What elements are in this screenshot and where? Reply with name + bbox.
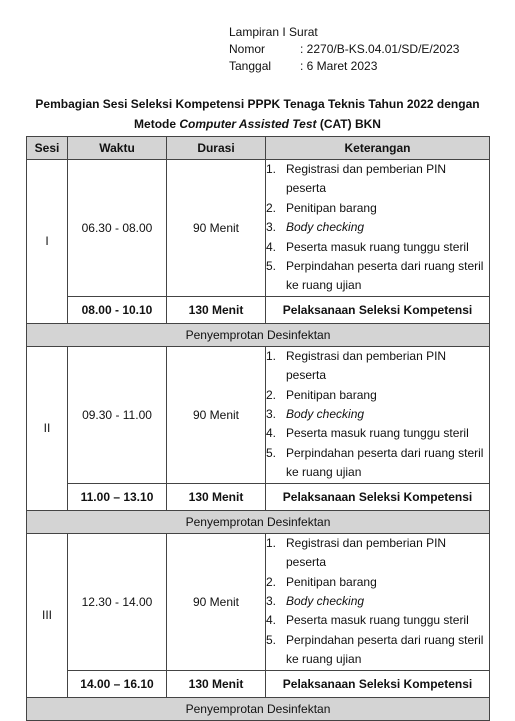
session-duration: 90 Menit (167, 160, 266, 297)
step-text: Registrasi dan pemberian PIN peserta (286, 162, 447, 196)
execution-time: 14.00 – 16.10 (68, 670, 167, 697)
page-title (0, 94, 515, 134)
execution-row (27, 670, 490, 697)
table-header-row (27, 137, 490, 160)
execution-duration: 130 Menit (167, 670, 266, 697)
session-number: II (27, 346, 68, 510)
disinfection-row (27, 323, 490, 346)
list-item (266, 592, 489, 611)
step-number: 4. (266, 239, 277, 254)
step-number: 3. (266, 593, 277, 608)
steps-list (266, 534, 489, 670)
step-text: Body checking (286, 593, 365, 608)
step-text: Perpindahan peserta dari ruang steril ke ruang ujian (286, 259, 484, 293)
step-number: 5. (266, 445, 277, 460)
step-number: 5. (266, 259, 277, 274)
step-text: Penitipan barang (286, 387, 377, 402)
session-notes (266, 533, 490, 670)
session-notes (266, 346, 490, 483)
number-line (229, 41, 459, 58)
session-time: 12.30 - 14.00 (68, 533, 167, 670)
disinfection-label: Penyemprotan Desinfektan (27, 697, 490, 720)
attachment-label: Lampiran I Surat (229, 25, 318, 39)
disinfection-label: Penyemprotan Desinfektan (27, 323, 490, 346)
step-number: 4. (266, 426, 277, 441)
attachment-line (229, 24, 459, 41)
step-text: Penitipan barang (286, 200, 377, 215)
header-durasi: Durasi (167, 137, 266, 160)
list-item (266, 238, 489, 257)
step-number: 2. (266, 387, 277, 402)
header-sesi: Sesi (27, 137, 68, 160)
header-waktu: Waktu (68, 137, 167, 160)
steps-list (266, 160, 489, 296)
execution-row (27, 296, 490, 323)
list-item (266, 257, 489, 296)
title-line-2-italic: Computer Assisted Test (179, 117, 317, 131)
step-number: 5. (266, 632, 277, 647)
title-line-2 (0, 114, 515, 134)
step-number: 1. (266, 535, 277, 550)
number-value: : 2270/B-KS.04.01/SD/E/2023 (300, 42, 460, 56)
execution-notes: Pelaksanaan Seleksi Kompetensi (266, 296, 490, 323)
step-text: Peserta masuk ruang tunggu steril (286, 426, 469, 441)
disinfection-row (27, 510, 490, 533)
execution-notes: Pelaksanaan Seleksi Kompetensi (266, 670, 490, 697)
step-number: 3. (266, 220, 277, 235)
list-item (266, 218, 489, 237)
disinfection-label: Penyemprotan Desinfektan (27, 510, 490, 533)
execution-duration: 130 Menit (167, 483, 266, 510)
title-line-2-post: (CAT) BKN (316, 117, 381, 131)
step-text: Perpindahan peserta dari ruang steril ke ruang ujian (286, 445, 484, 480)
list-item (266, 199, 489, 218)
schedule-table (26, 136, 490, 721)
list-item (266, 347, 489, 386)
step-number: 2. (266, 200, 277, 215)
list-item (266, 160, 489, 199)
session-row (27, 160, 490, 297)
date-line (229, 58, 459, 75)
execution-row (27, 483, 490, 510)
list-item (266, 386, 489, 405)
date-value: : 6 Maret 2023 (300, 59, 378, 73)
date-label: Tanggal (229, 59, 272, 73)
title-line-2-pre: Metode (134, 117, 180, 131)
list-item (266, 534, 489, 573)
letter-metadata (229, 24, 459, 75)
step-number: 4. (266, 613, 277, 628)
step-text: Body checking (286, 220, 365, 235)
step-number: 3. (266, 407, 277, 422)
list-item (266, 631, 489, 670)
session-notes (266, 160, 490, 297)
session-duration: 90 Menit (167, 533, 266, 670)
session-row (27, 346, 490, 483)
session-row (27, 533, 490, 670)
step-text: Peserta masuk ruang tunggu steril (286, 613, 469, 628)
step-text: Registrasi dan pemberian PIN peserta (286, 348, 447, 383)
session-time: 09.30 - 11.00 (68, 346, 167, 483)
step-number: 2. (266, 574, 277, 589)
list-item (266, 573, 489, 592)
list-item (266, 611, 489, 630)
step-text: Peserta masuk ruang tunggu steril (286, 239, 469, 254)
execution-time: 11.00 – 13.10 (68, 483, 167, 510)
header-keterangan: Keterangan (266, 137, 490, 160)
execution-time: 08.00 - 10.10 (68, 296, 167, 323)
session-time: 06.30 - 08.00 (68, 160, 167, 297)
step-number: 1. (266, 348, 277, 363)
step-text: Registrasi dan pemberian PIN peserta (286, 535, 447, 570)
disinfection-row (27, 697, 490, 720)
execution-duration: 130 Menit (167, 296, 266, 323)
step-number: 1. (266, 162, 277, 176)
list-item (266, 444, 489, 483)
number-label: Nomor (229, 42, 266, 56)
execution-notes: Pelaksanaan Seleksi Kompetensi (266, 483, 490, 510)
step-text: Perpindahan peserta dari ruang steril ke ruang ujian (286, 632, 484, 667)
session-duration: 90 Menit (167, 346, 266, 483)
step-text: Body checking (286, 407, 365, 422)
list-item (266, 424, 489, 443)
title-line-1: Pembagian Sesi Seleksi Kompetensi PPPK Tenaga Teknis Tahun 2022 dengan (35, 97, 480, 111)
session-number: I (27, 160, 68, 324)
session-number: III (27, 533, 68, 697)
steps-list (266, 347, 489, 483)
step-text: Penitipan barang (286, 574, 377, 589)
list-item (266, 405, 489, 424)
